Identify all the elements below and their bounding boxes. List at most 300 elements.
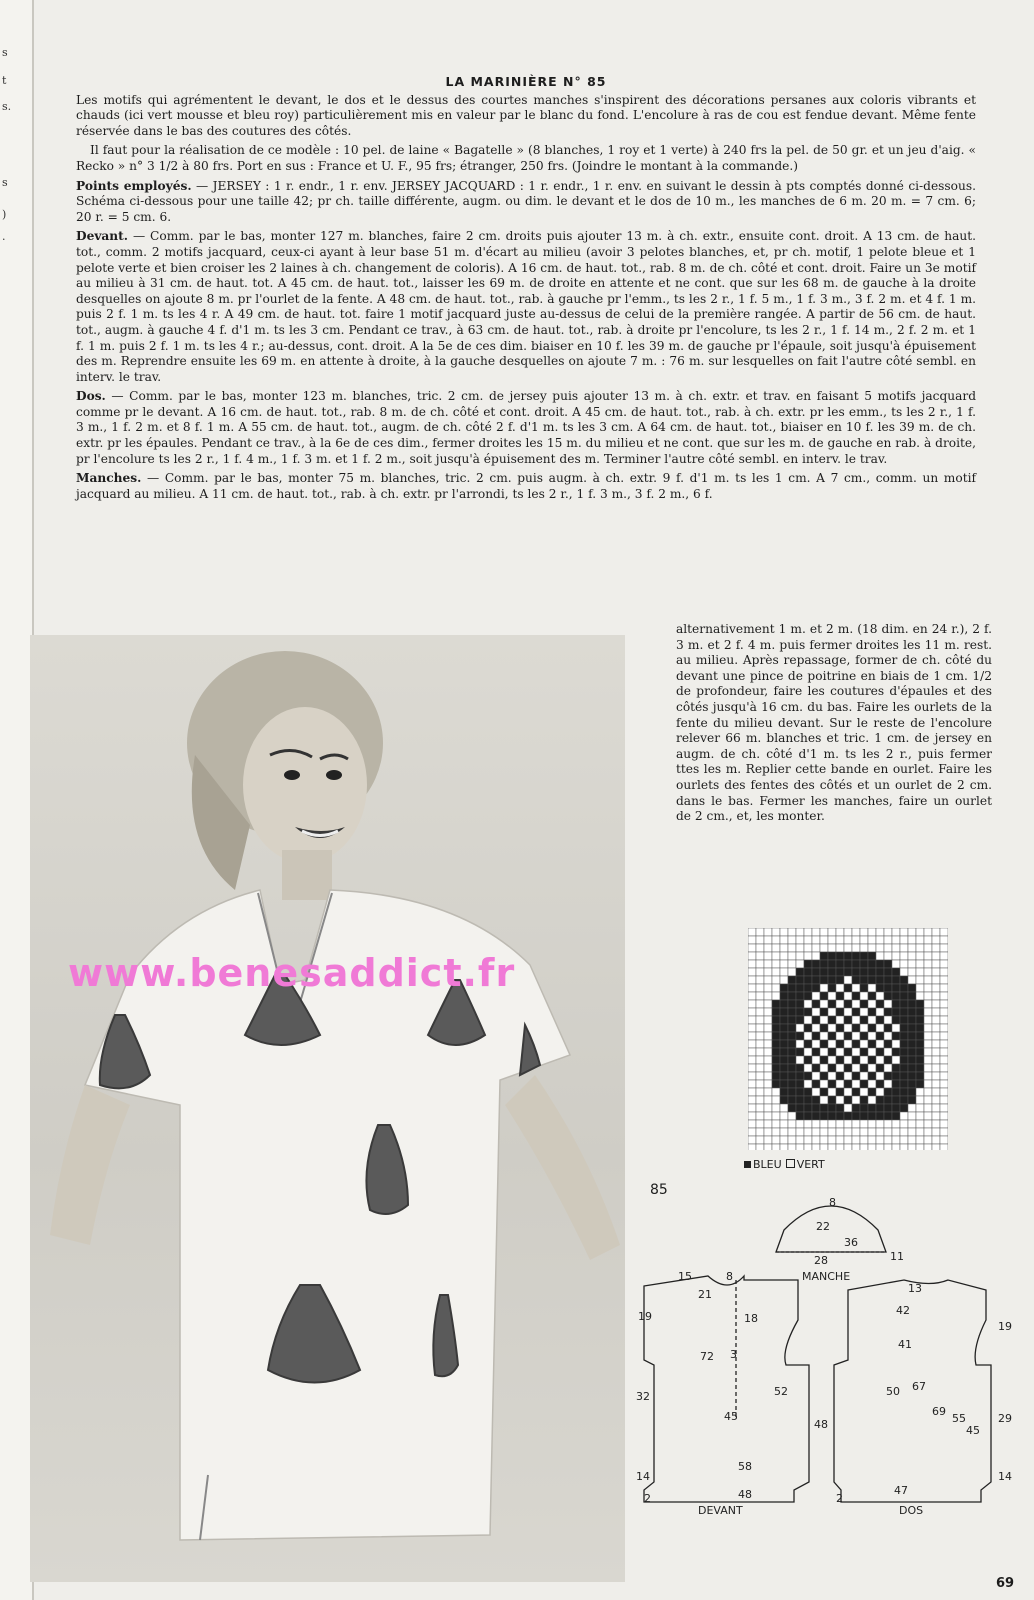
chart-cell — [748, 1072, 756, 1080]
chart-cell — [900, 1080, 908, 1088]
chart-cell — [820, 952, 828, 960]
chart-cell — [764, 992, 772, 1000]
chart-cell — [932, 1072, 940, 1080]
chart-cell — [844, 1000, 852, 1008]
manches-label: Manches. — [76, 471, 142, 486]
chart-cell — [916, 1144, 924, 1150]
chart-cell — [884, 968, 892, 976]
chart-cell — [764, 1104, 772, 1112]
chart-cell — [836, 992, 844, 1000]
chart-cell — [908, 1104, 916, 1112]
chart-cell — [772, 1040, 780, 1048]
chart-cell — [940, 944, 948, 952]
chart-cell — [804, 928, 812, 936]
chart-cell — [876, 1024, 884, 1032]
chart-cell — [900, 992, 908, 1000]
chart-cell — [820, 1064, 828, 1072]
chart-cell — [940, 952, 948, 960]
chart-cell — [836, 984, 844, 992]
chart-cell — [812, 1104, 820, 1112]
chart-cell — [916, 1128, 924, 1136]
chart-cell — [892, 1088, 900, 1096]
chart-cell — [772, 1056, 780, 1064]
chart-cell — [924, 1128, 932, 1136]
chart-cell — [828, 1064, 836, 1072]
chart-cell — [876, 960, 884, 968]
chart-cell — [924, 1096, 932, 1104]
chart-cell — [796, 1120, 804, 1128]
dim-d-58: 58 — [738, 1460, 752, 1473]
chart-cell — [868, 936, 876, 944]
chart-cell — [852, 976, 860, 984]
chart-cell — [796, 1088, 804, 1096]
chart-cell — [820, 976, 828, 984]
chart-cell — [852, 1144, 860, 1150]
chart-cell — [868, 1032, 876, 1040]
chart-cell — [788, 1024, 796, 1032]
chart-cell — [868, 1072, 876, 1080]
chart-cell — [900, 968, 908, 976]
chart-cell — [820, 1080, 828, 1088]
chart-cell — [852, 1136, 860, 1144]
chart-cell — [764, 1136, 772, 1144]
chart-cell — [764, 1016, 772, 1024]
chart-cell — [780, 1096, 788, 1104]
chart-cell — [860, 984, 868, 992]
chart-cell — [932, 1136, 940, 1144]
chart-cell — [748, 1104, 756, 1112]
chart-cell — [892, 1112, 900, 1120]
chart-cell — [860, 1016, 868, 1024]
chart-cell — [828, 1048, 836, 1056]
chart-cell — [788, 1032, 796, 1040]
chart-cell — [796, 992, 804, 1000]
chart-cell — [852, 1000, 860, 1008]
chart-cell — [812, 936, 820, 944]
chart-cell — [924, 1000, 932, 1008]
dim-d-19: 19 — [638, 1310, 652, 1323]
chart-cell — [924, 1112, 932, 1120]
chart-cell — [924, 1032, 932, 1040]
chart-cell — [940, 1128, 948, 1136]
chart-cell — [828, 952, 836, 960]
chart-cell — [868, 928, 876, 936]
chart-cell — [772, 1136, 780, 1144]
chart-cell — [756, 1096, 764, 1104]
chart-cell — [756, 1032, 764, 1040]
chart-cell — [932, 1008, 940, 1016]
chart-cell — [924, 1088, 932, 1096]
chart-cell — [924, 952, 932, 960]
chart-cell — [892, 992, 900, 1000]
chart-cell — [796, 944, 804, 952]
chart-cell — [820, 1120, 828, 1128]
gutter-char: ) — [2, 208, 7, 221]
chart-cell — [788, 952, 796, 960]
chart-cell — [836, 1080, 844, 1088]
dim-b-55: 55 — [952, 1412, 966, 1425]
chart-cell — [860, 936, 868, 944]
chart-cell — [828, 1088, 836, 1096]
chart-cell — [892, 976, 900, 984]
chart-cell — [884, 928, 892, 936]
chart-cell — [924, 992, 932, 1000]
chart-cell — [908, 1080, 916, 1088]
chart-cell — [884, 1072, 892, 1080]
chart-cell — [804, 976, 812, 984]
dim-d-32: 32 — [636, 1390, 650, 1403]
chart-cell — [908, 984, 916, 992]
chart-cell — [796, 1056, 804, 1064]
chart-cell — [852, 944, 860, 952]
chart-cell — [908, 928, 916, 936]
chart-cell — [932, 968, 940, 976]
chart-cell — [900, 1040, 908, 1048]
chart-cell — [796, 1128, 804, 1136]
chart-cell — [748, 1096, 756, 1104]
chart-cell — [788, 1008, 796, 1016]
chart-cell — [860, 1072, 868, 1080]
chart-cell — [788, 1144, 796, 1150]
chart-cell — [852, 1096, 860, 1104]
chart-cell — [916, 1104, 924, 1112]
chart-cell — [908, 1112, 916, 1120]
chart-cell — [860, 1000, 868, 1008]
chart-cell — [940, 1112, 948, 1120]
chart-cell — [884, 1088, 892, 1096]
points-paragraph — [76, 179, 976, 226]
manches-text: — Comm. par le bas, monter 75 m. blanches, tric. 2 cm. puis augm. à ch. extr. 9 f. d'1 m. ts les 1 cm. A 7 cm., comm. un motif jacquard au milieu. A 11 cm. de haut. tot., rab. à ch. extr. pr l'arrondi, ts les 2 r., 1 f. 3 m., 3 f. 2 m., 6 f. — [76, 471, 976, 501]
chart-cell — [836, 960, 844, 968]
chart-cell — [900, 976, 908, 984]
chart-cell — [780, 1000, 788, 1008]
chart-cell — [788, 1056, 796, 1064]
chart-cell — [900, 1032, 908, 1040]
chart-cell — [828, 984, 836, 992]
chart-cell — [884, 1096, 892, 1104]
dim-d-21: 21 — [698, 1288, 712, 1301]
dim-d-48b: 48 — [738, 1488, 752, 1501]
chart-cell — [844, 1136, 852, 1144]
chart-cell — [860, 1144, 868, 1150]
chart-cell — [900, 952, 908, 960]
chart-cell — [788, 1040, 796, 1048]
chart-cell — [908, 1072, 916, 1080]
chart-cell — [828, 1112, 836, 1120]
chart-cell — [860, 968, 868, 976]
chart-cell — [900, 928, 908, 936]
chart-cell — [860, 944, 868, 952]
chart-cell — [828, 1056, 836, 1064]
chart-cell — [828, 968, 836, 976]
chart-cell — [876, 1096, 884, 1104]
chart-cell — [932, 1088, 940, 1096]
chart-cell — [852, 1072, 860, 1080]
chart-cell — [892, 944, 900, 952]
chart-cell — [844, 1072, 852, 1080]
chart-cell — [828, 1024, 836, 1032]
chart-cell — [908, 1024, 916, 1032]
chart-cell — [836, 1072, 844, 1080]
manches-paragraph — [76, 471, 976, 502]
dim-b-14: 14 — [998, 1470, 1012, 1483]
chart-cell — [796, 968, 804, 976]
chart-cell — [884, 1040, 892, 1048]
dim-b-2: 2 — [836, 1492, 843, 1505]
chart-cell — [860, 1040, 868, 1048]
label-manche: MANCHE — [802, 1270, 851, 1283]
chart-cell — [924, 928, 932, 936]
chart-cell — [892, 936, 900, 944]
chart-cell — [764, 960, 772, 968]
jacquard-chart — [748, 928, 948, 1150]
chart-cell — [908, 1096, 916, 1104]
chart-cell — [860, 1032, 868, 1040]
chart-cell — [892, 1128, 900, 1136]
chart-cell — [916, 944, 924, 952]
chart-cell — [852, 952, 860, 960]
chart-cell — [796, 1016, 804, 1024]
chart-cell — [852, 1064, 860, 1072]
chart-cell — [812, 960, 820, 968]
chart-cell — [828, 1128, 836, 1136]
chart-cell — [772, 1032, 780, 1040]
page-number: 69 — [996, 1576, 1015, 1591]
chart-cell — [748, 1000, 756, 1008]
chart-cell — [852, 1056, 860, 1064]
chart-cell — [932, 984, 940, 992]
chart-cell — [788, 1104, 796, 1112]
gutter-char: s. — [2, 100, 12, 113]
chart-cell — [940, 1016, 948, 1024]
chart-cell — [852, 1008, 860, 1016]
chart-cell — [884, 952, 892, 960]
chart-cell — [892, 1048, 900, 1056]
chart-cell — [916, 1000, 924, 1008]
chart-cell — [868, 1016, 876, 1024]
chart-cell — [908, 944, 916, 952]
chart-cell — [884, 1128, 892, 1136]
chart-cell — [836, 1024, 844, 1032]
chart-cell — [788, 1072, 796, 1080]
chart-cell — [868, 1040, 876, 1048]
article-body — [76, 74, 976, 506]
chart-cell — [844, 944, 852, 952]
chart-cell — [780, 944, 788, 952]
chart-cell — [924, 1072, 932, 1080]
chart-cell — [828, 1016, 836, 1024]
chart-cell — [908, 1064, 916, 1072]
chart-cell — [788, 1112, 796, 1120]
chart-cell — [836, 1112, 844, 1120]
chart-cell — [844, 1120, 852, 1128]
chart-cell — [756, 984, 764, 992]
chart-cell — [852, 992, 860, 1000]
chart-cell — [916, 1048, 924, 1056]
points-label: Points employés. — [76, 178, 192, 193]
chart-cell — [748, 960, 756, 968]
chart-cell — [844, 1056, 852, 1064]
chart-cell — [836, 1144, 844, 1150]
dim-b-47: 47 — [894, 1484, 908, 1497]
chart-cell — [836, 1120, 844, 1128]
chart-cell — [804, 992, 812, 1000]
gutter-char: s — [2, 46, 8, 59]
chart-cell — [884, 1144, 892, 1150]
chart-cell — [748, 1064, 756, 1072]
dim-d-top-left: 15 — [678, 1270, 692, 1283]
chart-cell — [828, 1080, 836, 1088]
chart-cell — [780, 1048, 788, 1056]
chart-cell — [764, 1144, 772, 1150]
chart-cell — [908, 1144, 916, 1150]
chart-cell — [820, 944, 828, 952]
manche-outline — [776, 1206, 886, 1252]
chart-cell — [892, 960, 900, 968]
chart-cell — [916, 1088, 924, 1096]
chart-cell — [748, 1128, 756, 1136]
chart-cell — [932, 1104, 940, 1112]
chart-cell — [940, 1120, 948, 1128]
chart-cell — [892, 1080, 900, 1088]
chart-cell — [924, 1016, 932, 1024]
chart-cell — [868, 1104, 876, 1112]
chart-cell — [852, 936, 860, 944]
dim-m-base: 28 — [814, 1254, 828, 1267]
chart-cell — [924, 1104, 932, 1112]
chart-cell — [772, 992, 780, 1000]
chart-cell — [860, 1128, 868, 1136]
chart-cell — [796, 1000, 804, 1008]
chart-cell — [932, 960, 940, 968]
chart-cell — [908, 968, 916, 976]
chart-cell — [900, 1024, 908, 1032]
gutter-char: . — [2, 230, 6, 243]
chart-cell — [780, 1128, 788, 1136]
chart-cell — [772, 1112, 780, 1120]
chart-cell — [932, 1032, 940, 1040]
manches-continuation: alternativement 1 m. et 2 m. (18 dim. en 24 r.), 2 f. 3 m. et 2 f. 4 m. puis fermer droites les 11 m. rest. au milieu. Après repassage, former de ch. côté du devant une pince de poitrine en biais de 1 cm. 1/2 de profondeur, faire les coutures d'épaules et des côtés jusqu'à 16 cm. du bas. Faire les ourlets de la fente du milieu devant. Sur le reste de l'encolure relever 66 m. blanches et tric. 1 cm. de jersey en augm. de ch. côté d'1 m. ts les 2 r., puis fermer ttes les m. Replier cette bande en ourlet. Faire les ourlets des fentes des côtés et un ourlet de 2 cm. dans le bas. Fermer les manches, faire un ourlet de 2 cm., et, les monter. — [676, 622, 992, 824]
chart-cell — [908, 1056, 916, 1064]
chart-cell — [748, 952, 756, 960]
chart-cell — [788, 1128, 796, 1136]
chart-cell — [932, 1048, 940, 1056]
dim-d-45: 45 — [724, 1410, 738, 1423]
chart-cell — [812, 1056, 820, 1064]
chart-cell — [820, 984, 828, 992]
chart-cell — [900, 1000, 908, 1008]
chart-cell — [916, 960, 924, 968]
chart-cell — [844, 976, 852, 984]
chart-cell — [924, 936, 932, 944]
chart-cell — [772, 1096, 780, 1104]
chart-cell — [828, 944, 836, 952]
chart-cell — [844, 1016, 852, 1024]
chart-cell — [756, 944, 764, 952]
chart-cell — [940, 1032, 948, 1040]
chart-cell — [796, 1096, 804, 1104]
chart-cell — [804, 968, 812, 976]
chart-cell — [796, 1080, 804, 1088]
chart-cell — [940, 1064, 948, 1072]
chart-cell — [780, 1024, 788, 1032]
chart-cell — [940, 1008, 948, 1016]
chart-cell — [788, 1080, 796, 1088]
devant-label: Devant. — [76, 229, 129, 244]
chart-cell — [836, 1088, 844, 1096]
chart-cell — [748, 928, 756, 936]
chart-cell — [788, 1136, 796, 1144]
chart-cell — [900, 1048, 908, 1056]
chart-cell — [748, 1080, 756, 1088]
chart-cell — [900, 936, 908, 944]
chart-cell — [812, 1144, 820, 1150]
chart-cell — [908, 1040, 916, 1048]
chart-cell — [900, 1016, 908, 1024]
chart-cell — [876, 992, 884, 1000]
chart-cell — [788, 992, 796, 1000]
chart-cell — [804, 1080, 812, 1088]
dim-b-19: 19 — [998, 1320, 1012, 1333]
chart-cell — [900, 1144, 908, 1150]
chart-cell — [756, 1128, 764, 1136]
chart-cell — [940, 1080, 948, 1088]
chart-cell — [860, 1088, 868, 1096]
dim-b-13: 13 — [908, 1282, 922, 1295]
chart-cell — [804, 1072, 812, 1080]
chart-cell — [876, 952, 884, 960]
chart-cell — [764, 1064, 772, 1072]
chart-cell — [788, 1088, 796, 1096]
dim-b-67: 67 — [912, 1380, 926, 1393]
chart-cell — [940, 1000, 948, 1008]
chart-cell — [844, 1096, 852, 1104]
chart-cell — [884, 1048, 892, 1056]
chart-cell — [812, 952, 820, 960]
chart-cell — [796, 1104, 804, 1112]
chart-cell — [868, 1112, 876, 1120]
points-text: — JERSEY : 1 r. endr., 1 r. env. JERSEY JACQUARD : 1 r. endr., 1 r. env. en suivant le dessin à pts comptés donné ci-dessous. Schéma ci-dessous pour une taille 42; pr ch. taille différente, augm. ou dim. le devant et le dos de 10 m., les manches de 6 m. 20 m. = 7 cm. 6; 20 r. = 5 cm. 6. — [76, 178, 976, 224]
chart-legend — [744, 1158, 825, 1171]
chart-cell — [820, 1008, 828, 1016]
chart-cell — [924, 944, 932, 952]
chart-cell — [860, 1112, 868, 1120]
dim-d-18: 18 — [744, 1312, 758, 1325]
chart-cell — [876, 1112, 884, 1120]
chart-cell — [812, 1048, 820, 1056]
chart-cell — [788, 1064, 796, 1072]
chart-cell — [868, 1120, 876, 1128]
chart-cell — [924, 1048, 932, 1056]
chart-cell — [812, 1008, 820, 1016]
chart-cell — [860, 928, 868, 936]
dim-b-42: 42 — [896, 1304, 910, 1317]
chart-cell — [932, 928, 940, 936]
watermark: www.benesaddict.fr — [68, 951, 516, 995]
figure-number: 85 — [650, 1182, 668, 1198]
chart-cell — [804, 984, 812, 992]
chart-cell — [876, 1088, 884, 1096]
chart-cell — [852, 1024, 860, 1032]
chart-cell — [932, 936, 940, 944]
chart-cell — [940, 976, 948, 984]
chart-cell — [924, 1008, 932, 1016]
chart-cell — [796, 976, 804, 984]
chart-cell — [836, 1056, 844, 1064]
chart-cell — [780, 936, 788, 944]
chart-cell — [852, 928, 860, 936]
dim-d-72: 72 — [700, 1350, 714, 1363]
